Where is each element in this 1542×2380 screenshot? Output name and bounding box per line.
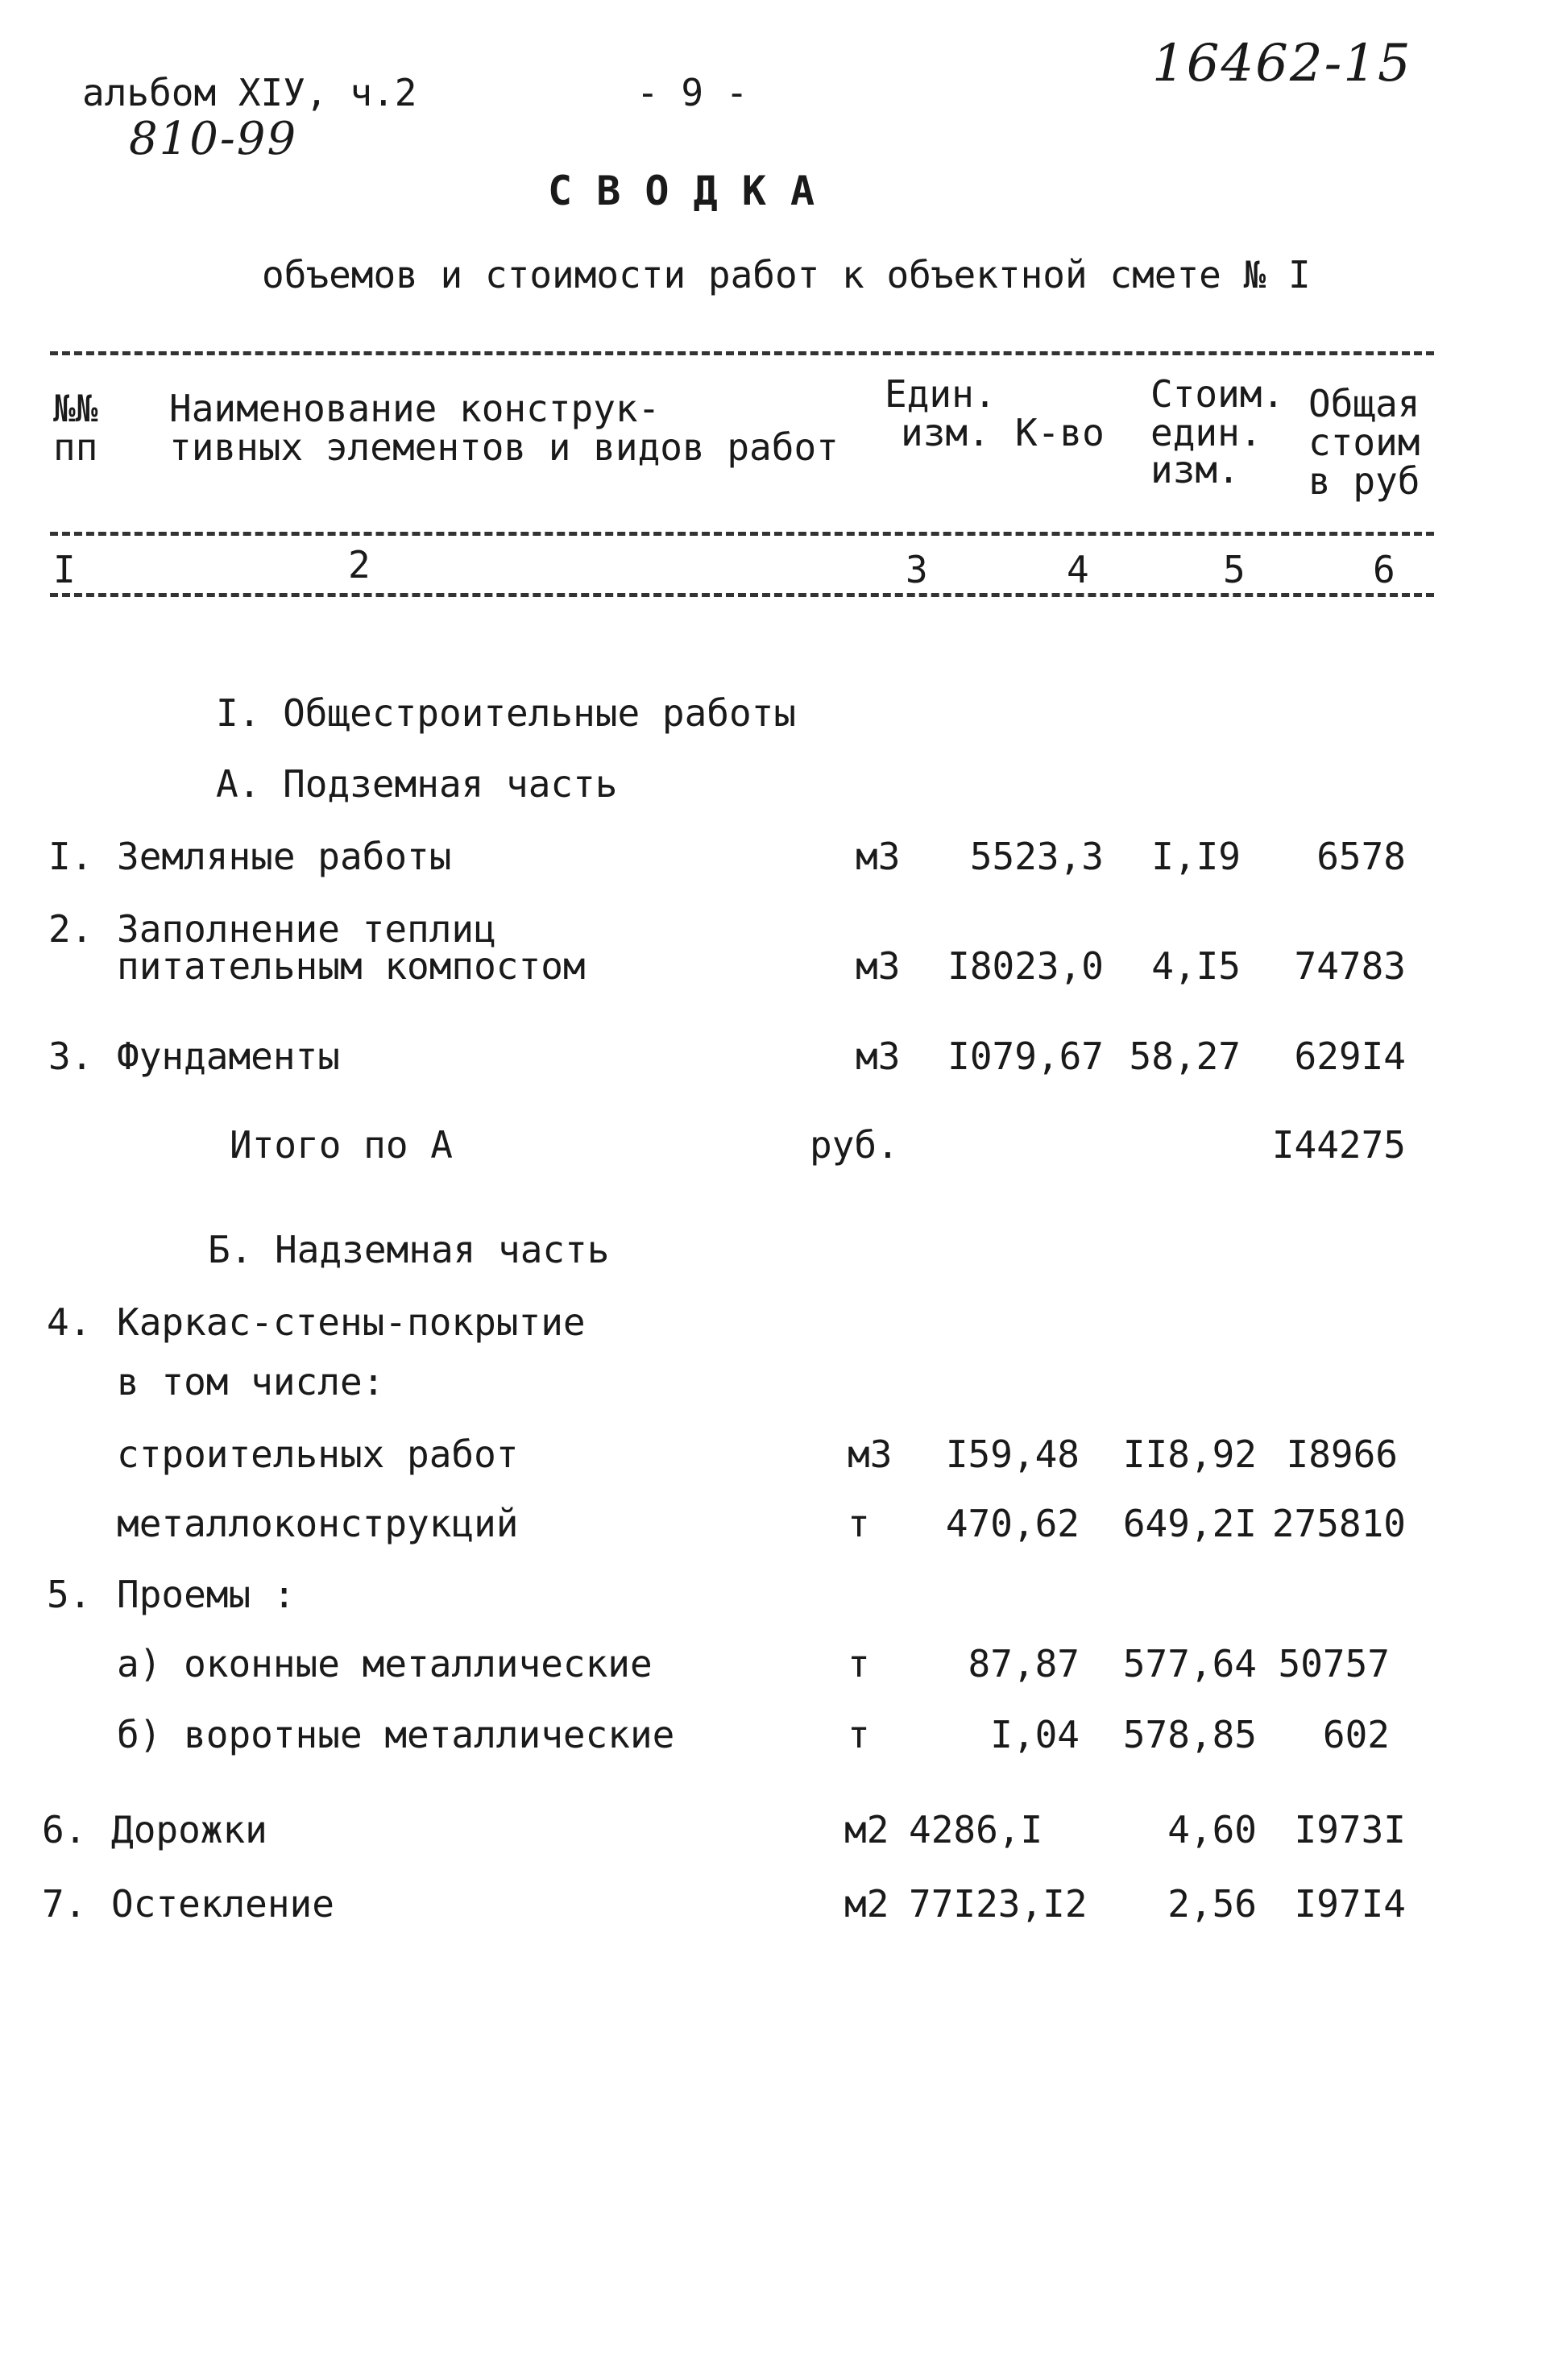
row-quantity: I079,67 xyxy=(947,1035,1104,1078)
row-number: 3. xyxy=(48,1035,93,1078)
row-number: 2. xyxy=(48,907,93,951)
row-number: 6. xyxy=(42,1808,87,1851)
header-col6-line3: в руб xyxy=(1308,459,1420,503)
subtotal-unit: руб. xyxy=(810,1123,899,1167)
row-name: Фундаменты xyxy=(117,1035,340,1078)
row-quantity: 5523,3 xyxy=(969,835,1104,878)
doc-number-handwritten: 16462-15 xyxy=(1152,34,1412,93)
column-number-3: 3 xyxy=(906,548,928,591)
row-number: I. xyxy=(48,835,93,878)
header-col2-line1: Наименование конструк- xyxy=(169,387,661,430)
row-name: металлоконструкций xyxy=(117,1502,519,1545)
row-total: 6578 xyxy=(1316,835,1406,878)
row-quantity: I59,48 xyxy=(945,1433,1080,1476)
header-col5-line3: изм. xyxy=(1150,448,1240,491)
row-unit: т xyxy=(848,1713,870,1756)
row-unit: м3 xyxy=(856,1035,901,1078)
row-unit-price: 2,56 xyxy=(1167,1882,1257,1926)
divider-top xyxy=(50,351,1434,355)
column-number-2: 2 xyxy=(348,543,371,587)
row-unit: м2 xyxy=(844,1808,889,1851)
row-total: 629I4 xyxy=(1294,1035,1406,1078)
row-total: 50757 xyxy=(1278,1642,1390,1685)
header-col6-line1: Общая xyxy=(1308,382,1420,425)
album-code-handwritten: 810-99 xyxy=(129,113,298,165)
row-name: Остекление xyxy=(111,1882,334,1926)
header-col3-line2: изм. xyxy=(901,411,990,454)
row-unit-price: 577,64 xyxy=(1122,1642,1257,1685)
header-col1-line2: пп xyxy=(53,425,98,469)
header-col5-line2: един. xyxy=(1150,411,1262,454)
row-name: а) оконные металлические xyxy=(117,1642,653,1685)
header-col3-line1: Един. xyxy=(885,372,997,416)
header-col2-line2: тивных элементов и видов работ xyxy=(169,425,839,469)
row-quantity: I,04 xyxy=(990,1713,1080,1756)
header-col6-line2: стоим xyxy=(1308,421,1420,464)
header-col5-line1: Стоим. xyxy=(1150,372,1285,416)
row-unit-price: 4,I5 xyxy=(1151,944,1241,988)
album-label: альбом XIУ, ч.2 xyxy=(82,71,417,114)
row-unit-price: 649,2I xyxy=(1122,1502,1257,1545)
row-name-line2: питательным компостом xyxy=(117,944,586,988)
row-name: Проемы : xyxy=(117,1573,296,1616)
row-total: I8966 xyxy=(1286,1433,1398,1476)
row-name: Земляные работы xyxy=(117,835,452,878)
row-name: строительных работ xyxy=(117,1433,519,1476)
row-name: Каркас-стены-покрытие xyxy=(117,1300,586,1344)
row-total: 275810 xyxy=(1271,1502,1406,1545)
row-quantity: 87,87 xyxy=(968,1642,1080,1685)
row-number: 5. xyxy=(47,1573,92,1616)
row-name: б) воротные металлические xyxy=(117,1713,675,1756)
part-a-heading: А. Подземная часть xyxy=(216,762,618,806)
row-total: 74783 xyxy=(1294,944,1406,988)
row-unit: м3 xyxy=(856,944,901,988)
column-number-1: I xyxy=(53,548,76,591)
column-number-4: 4 xyxy=(1067,548,1089,591)
row-total: 602 xyxy=(1322,1713,1390,1756)
row-quantity: I8023,0 xyxy=(947,944,1104,988)
subtotal-total: I44275 xyxy=(1271,1123,1406,1167)
row-unit: м3 xyxy=(856,835,901,878)
row-unit-price: 578,85 xyxy=(1122,1713,1257,1756)
page-title: С В О Д К А xyxy=(548,168,815,214)
row-number: 4. xyxy=(47,1300,92,1344)
row-unit: м2 xyxy=(844,1882,889,1926)
row-number: 7. xyxy=(42,1882,87,1926)
header-col4: К-во xyxy=(1015,411,1105,454)
divider-bottom xyxy=(50,593,1434,597)
row-quantity: 77I23,I2 xyxy=(909,1882,1088,1926)
row-quantity: 4286,I xyxy=(909,1808,1043,1851)
column-number-5: 5 xyxy=(1223,548,1246,591)
row-quantity: 470,62 xyxy=(945,1502,1080,1545)
row-unit: т xyxy=(848,1502,870,1545)
row-unit-price: II8,92 xyxy=(1122,1433,1257,1476)
row-unit: т xyxy=(848,1642,870,1685)
section-heading: I. Общестроительные работы xyxy=(216,691,797,735)
row-unit-price: 4,60 xyxy=(1167,1808,1257,1851)
column-number-6: 6 xyxy=(1373,548,1395,591)
header-col1-line1: №№ xyxy=(53,387,98,430)
row-note: в том числе: xyxy=(117,1360,385,1404)
row-unit-price: 58,27 xyxy=(1129,1035,1241,1078)
row-total: I973I xyxy=(1294,1808,1406,1851)
part-b-heading: Б. Надземная часть xyxy=(208,1228,610,1271)
subtotal-label: Итого по А xyxy=(230,1123,453,1167)
row-total: I97I4 xyxy=(1294,1882,1406,1926)
row-name-line1: Заполнение теплиц xyxy=(117,907,496,951)
row-name: Дорожки xyxy=(111,1808,267,1851)
row-unit: м3 xyxy=(848,1433,893,1476)
row-unit-price: I,I9 xyxy=(1151,835,1241,878)
divider-middle xyxy=(50,532,1434,536)
page-number: - 9 - xyxy=(636,71,748,114)
page-subtitle: объемов и стоимости работ к объектной смете № I xyxy=(262,253,1311,296)
